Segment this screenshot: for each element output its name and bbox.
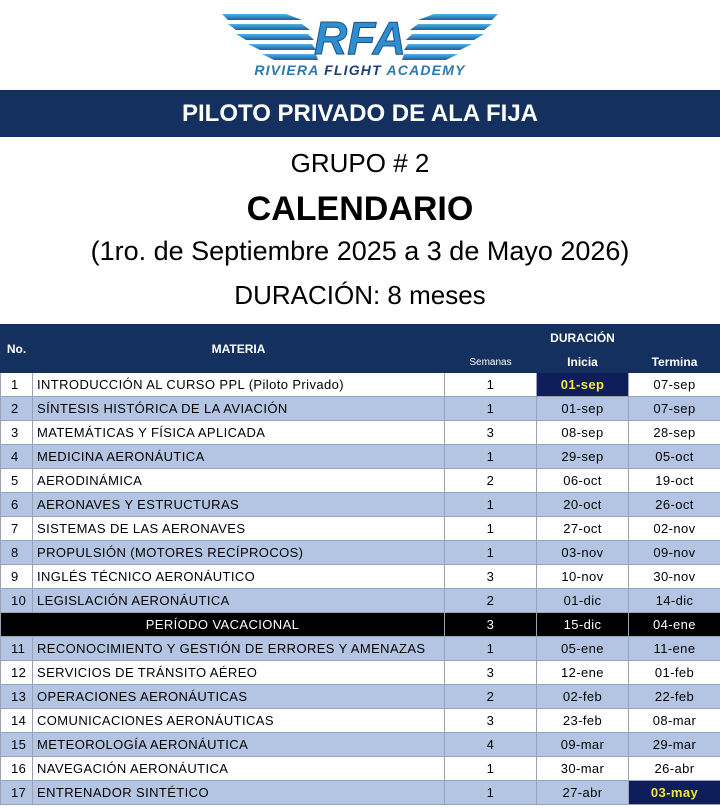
row-materia: ENTRENADOR SINTÉTICO <box>33 781 445 805</box>
row-materia: INTRODUCCIÓN AL CURSO PPL (Piloto Privado) <box>33 373 445 397</box>
row-termina: 07-sep <box>629 373 720 397</box>
row-materia: INGLÉS TÉCNICO AERONÁUTICO <box>33 565 445 589</box>
table-row <box>1 421 720 445</box>
row-inicia: 10-nov <box>537 565 629 589</box>
row-semanas: 1 <box>445 493 537 517</box>
date-range: (1ro. de Septiembre 2025 a 3 de Mayo 2026) <box>90 236 630 266</box>
row-number: 11 <box>1 637 33 661</box>
row-semanas: 1 <box>445 373 537 397</box>
table-row <box>1 469 720 493</box>
row-semanas: 3 <box>445 709 537 733</box>
row-termina: 19-oct <box>629 469 720 493</box>
col-materia-header: MATERIA <box>33 325 445 373</box>
group-label: GRUPO # 2 <box>290 148 430 178</box>
row-materia: AERODINÁMICA <box>33 469 445 493</box>
row-number: 5 <box>1 469 33 493</box>
row-inicia: 20-oct <box>537 493 629 517</box>
row-number: 8 <box>1 541 33 565</box>
row-number: 2 <box>1 397 33 421</box>
table-row <box>1 781 720 805</box>
row-materia: AERONAVES Y ESTRUCTURAS <box>33 493 445 517</box>
row-materia: RECONOCIMIENTO Y GESTIÓN DE ERRORES Y AMENAZAS <box>33 637 445 661</box>
table-row <box>1 661 720 685</box>
row-termina: 01-feb <box>629 661 720 685</box>
row-termina: 05-oct <box>629 445 720 469</box>
row-materia: MEDICINA AERONÁUTICA <box>33 445 445 469</box>
row-termina: 08-mar <box>629 709 720 733</box>
table-row <box>1 541 720 565</box>
row-inicia: 23-feb <box>537 709 629 733</box>
program-banner: PILOTO PRIVADO DE ALA FIJA <box>0 90 720 137</box>
row-materia: OPERACIONES AERONÁUTICAS <box>33 685 445 709</box>
row-semanas: 2 <box>445 469 537 493</box>
page-title: CALENDARIO <box>246 190 474 228</box>
vacation-inicia: 15-dic <box>537 613 629 637</box>
row-materia: LEGISLACIÓN AERONÁUTICA <box>33 589 445 613</box>
academy-logo <box>0 0 720 90</box>
table-row <box>1 685 720 709</box>
row-number: 1 <box>1 373 33 397</box>
table-row <box>1 493 720 517</box>
row-number: 10 <box>1 589 33 613</box>
row-semanas: 1 <box>445 445 537 469</box>
row-inicia: 30-mar <box>537 757 629 781</box>
row-materia: SERVICIOS DE TRÁNSITO AÉREO <box>33 661 445 685</box>
row-inicia: 05-ene <box>537 637 629 661</box>
schedule-table <box>0 324 720 805</box>
row-termina: 28-sep <box>629 421 720 445</box>
row-inicia: 02-feb <box>537 685 629 709</box>
row-semanas: 2 <box>445 685 537 709</box>
row-number: 7 <box>1 517 33 541</box>
row-number: 16 <box>1 757 33 781</box>
row-semanas: 1 <box>445 397 537 421</box>
row-number: 9 <box>1 565 33 589</box>
vacation-termina: 04-ene <box>629 613 720 637</box>
row-semanas: 2 <box>445 589 537 613</box>
row-semanas: 1 <box>445 517 537 541</box>
row-inicia: 08-sep <box>537 421 629 445</box>
row-inicia: 06-oct <box>537 469 629 493</box>
row-materia: SISTEMAS DE LAS AERONAVES <box>33 517 445 541</box>
row-inicia: 29-sep <box>537 445 629 469</box>
row-materia: METEOROLOGÍA AERONÁUTICA <box>33 733 445 757</box>
row-termina: 02-nov <box>629 517 720 541</box>
table-row <box>1 637 720 661</box>
row-semanas: 1 <box>445 541 537 565</box>
row-semanas: 1 <box>445 781 537 805</box>
row-termina: 11-ene <box>629 637 720 661</box>
logo-text: RFA <box>314 12 406 64</box>
row-materia: MATEMÁTICAS Y FÍSICA APLICADA <box>33 421 445 445</box>
row-materia: NAVEGACIÓN AERONÁUTICA <box>33 757 445 781</box>
row-inicia: 01-dic <box>537 589 629 613</box>
row-termina: 09-nov <box>629 541 720 565</box>
col-semanas-header: Semanas <box>445 352 537 373</box>
row-materia: COMUNICACIONES AERONÁUTICAS <box>33 709 445 733</box>
table-row <box>1 733 720 757</box>
row-semanas: 4 <box>445 733 537 757</box>
row-number: 13 <box>1 685 33 709</box>
table-row <box>1 709 720 733</box>
row-materia: PROPULSIÓN (MOTORES RECÍPROCOS) <box>33 541 445 565</box>
vacation-semanas: 3 <box>445 613 537 637</box>
col-duracion-header: DURACIÓN <box>445 325 720 352</box>
row-inicia: 09-mar <box>537 733 629 757</box>
row-number: 12 <box>1 661 33 685</box>
vacation-label: PERÍODO VACACIONAL <box>1 613 445 637</box>
col-termina-header: Termina <box>629 352 720 373</box>
row-termina: 14-dic <box>629 589 720 613</box>
wings-logo-icon <box>222 8 498 68</box>
row-number: 17 <box>1 781 33 805</box>
logo-subtitle: RIVIERA FLIGHT ACADEMY <box>254 62 466 78</box>
row-termina: 07-sep <box>629 397 720 421</box>
row-termina: 03-may <box>629 781 720 805</box>
row-inicia: 01-sep <box>537 373 629 397</box>
row-number: 14 <box>1 709 33 733</box>
table-row <box>1 373 720 397</box>
row-semanas: 3 <box>445 661 537 685</box>
row-number: 15 <box>1 733 33 757</box>
table-row <box>1 589 720 613</box>
table-row <box>1 397 720 421</box>
col-inicia-header: Inicia <box>537 352 629 373</box>
row-semanas: 3 <box>445 421 537 445</box>
table-row <box>1 445 720 469</box>
col-no-header: No. <box>1 325 33 373</box>
row-termina: 30-nov <box>629 565 720 589</box>
row-inicia: 12-ene <box>537 661 629 685</box>
duration-label: DURACIÓN: 8 meses <box>234 280 486 310</box>
table-row <box>1 565 720 589</box>
row-semanas: 1 <box>445 637 537 661</box>
table-row <box>1 517 720 541</box>
row-number: 3 <box>1 421 33 445</box>
row-inicia: 01-sep <box>537 397 629 421</box>
vacation-row <box>1 613 720 637</box>
row-termina: 26-oct <box>629 493 720 517</box>
row-number: 6 <box>1 493 33 517</box>
row-inicia: 27-oct <box>537 517 629 541</box>
row-semanas: 1 <box>445 757 537 781</box>
row-inicia: 03-nov <box>537 541 629 565</box>
row-number: 4 <box>1 445 33 469</box>
row-termina: 26-abr <box>629 757 720 781</box>
row-termina: 29-mar <box>629 733 720 757</box>
row-termina: 22-feb <box>629 685 720 709</box>
table-row <box>1 757 720 781</box>
row-semanas: 3 <box>445 565 537 589</box>
row-materia: SÍNTESIS HISTÓRICA DE LA AVIACIÓN <box>33 397 445 421</box>
row-inicia: 27-abr <box>537 781 629 805</box>
